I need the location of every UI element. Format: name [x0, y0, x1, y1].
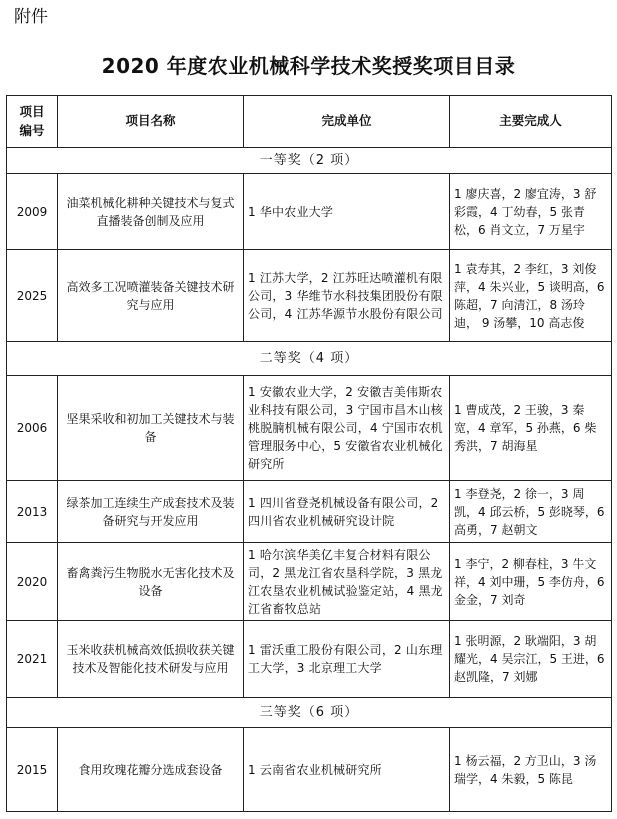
section-row-third-prize: [7, 698, 612, 728]
table-row: [7, 376, 612, 481]
project-id: 2025: [7, 250, 58, 342]
project-name: 油菜机械化耕种关键技术与复式直播装备创制及应用: [58, 174, 244, 250]
header-unit: 完成单位: [244, 96, 450, 148]
project-name: 玉米收获机械高效低损收获关键技术及智能化技术研发与应用: [58, 621, 244, 698]
completion-people: 1 廖庆喜，2 廖宜涛，3 舒彩霞，4 丁幼春，5 张青松，6 肖文立，7 万星宇: [450, 174, 612, 250]
header-project-id: 项目 编号: [7, 96, 58, 148]
section-label: 二等奖（4 项）: [7, 342, 612, 376]
completion-unit: 1 四川省登尧机械设备有限公司，2 四川省农业机械研究设计院: [244, 481, 450, 543]
header-project-name: 项目名称: [58, 96, 244, 148]
table-row: [7, 481, 612, 543]
section-label: 三等奖（6 项）: [7, 698, 612, 728]
table-row: [7, 174, 612, 250]
project-id: 2015: [7, 728, 58, 812]
attachment-label: 附件: [14, 7, 48, 27]
completion-unit: 1 安徽农业大学，2 安徽吉美伟斯农业科技有限公司，3 宁国市昌木山核桃脱腩机械有限公司，4 宁国市农机管理服务中心，5 安徽省农业机械化研究所: [244, 376, 450, 481]
project-id: 2021: [7, 621, 58, 698]
project-id: 2009: [7, 174, 58, 250]
header-people: 主要完成人: [450, 96, 612, 148]
completion-unit: 1 哈尔滨华美亿丰复合材料有限公司，2 黑龙江省农垦科学院，3 黑龙江农垦农业机械试验鉴定站，4 黑龙江省畜牧总站: [244, 543, 450, 621]
project-name: 绿茶加工连续生产成套技术及装备研究与开发应用: [58, 481, 244, 543]
completion-people: 1 李宁，2 柳春柱，3 牛文祥，4 刘中珊，5 李仿舟，6 金金，7 刘奇: [450, 543, 612, 621]
table-row: [7, 543, 612, 621]
project-id: 2006: [7, 376, 58, 481]
project-name: 畜禽粪污生物脱水无害化技术及设备: [58, 543, 244, 621]
completion-people: 1 杨云福，2 方卫山，3 汤瑞学，4 朱毅，5 陈昆: [450, 728, 612, 812]
completion-people: 1 袁寿其，2 李红，3 刘俊萍，4 朱兴业，5 谈明高，6 陈超，7 向清江，8 汤玲迪， 9 汤攀，10 高志俊: [450, 250, 612, 342]
completion-unit: 1 雷沃重工股份有限公司，2 山东理工大学，3 北京理工大学: [244, 621, 450, 698]
section-label: 一等奖（2 项）: [7, 148, 612, 174]
table-row: [7, 250, 612, 342]
completion-people: 1 曹成茂，2 王骏，3 秦宽，4 章军，5 孙燕，6 柴秀洪，7 胡海星: [450, 376, 612, 481]
completion-unit: 1 华中农业大学: [244, 174, 450, 250]
completion-people: 1 李登尧，2 徐一，3 周凯，4 邱云桥，5 彭晓琴，6 高勇，7 赵朝文: [450, 481, 612, 543]
project-id: 2020: [7, 543, 58, 621]
completion-unit: 1 江苏大学，2 江苏旺达喷灌机有限公司，3 华维节水科技集团股份有限公司，4 江苏华源节水股份有限公司: [244, 250, 450, 342]
project-id: 2013: [7, 481, 58, 543]
section-row-first-prize: [7, 148, 612, 174]
completion-unit: 1 云南省农业机械研究所: [244, 728, 450, 812]
project-name: 坚果采收和初加工关键技术与装备: [58, 376, 244, 481]
section-row-second-prize: [7, 342, 612, 376]
completion-people: 1 张明源，2 耿端阳，3 胡耀光，4 吴宗江，5 王进，6 赵凯隆，7 刘娜: [450, 621, 612, 698]
document-title: 2020 年度农业机械科学技术奖授奖项目目录: [101, 54, 516, 78]
table-row: [7, 728, 612, 812]
project-name: 食用玫瑰花瓣分选成套设备: [58, 728, 244, 812]
awards-table: [6, 95, 612, 812]
table-header-row: [7, 96, 612, 148]
table-row: [7, 621, 612, 698]
project-name: 高效多工况喷灌装备关键技术研究与应用: [58, 250, 244, 342]
